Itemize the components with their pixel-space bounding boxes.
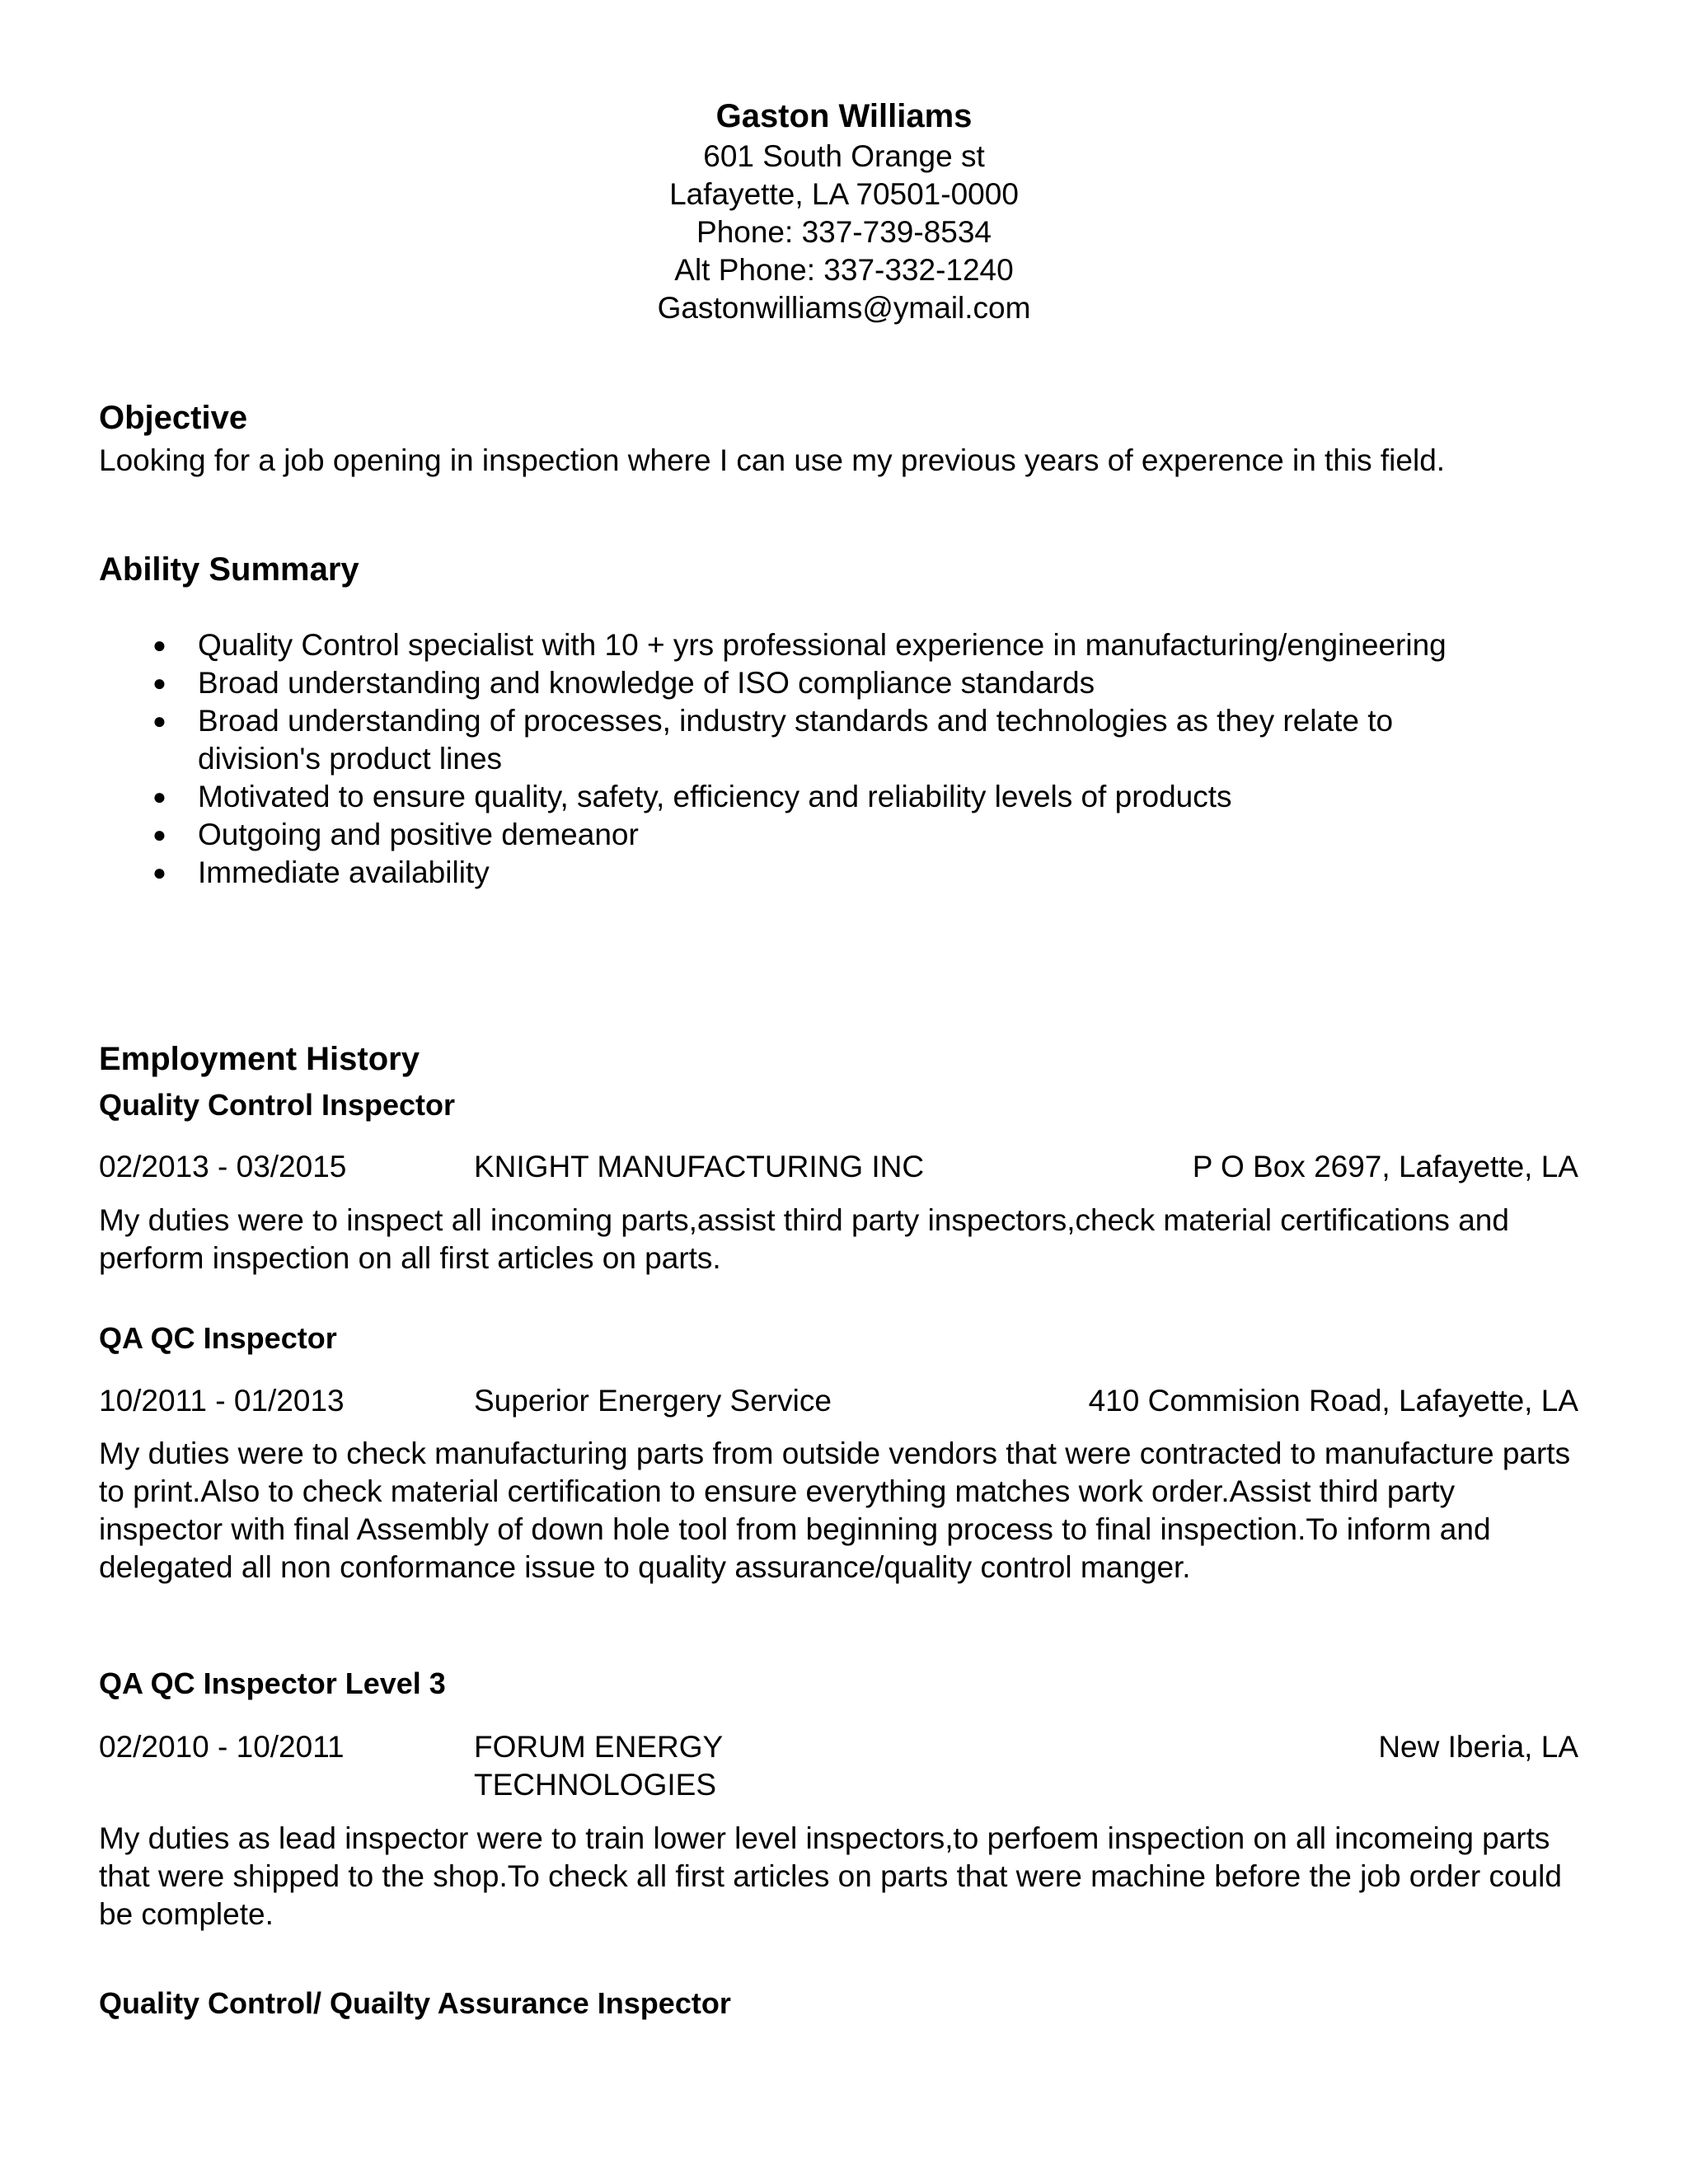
list-item-text: Immediate availability — [198, 855, 490, 889]
list-item-text: Outgoing and positive demeanor — [198, 818, 639, 851]
list-item — [99, 702, 1582, 778]
job-dates: 02/2013 - 03/2015 — [99, 1150, 347, 1183]
job-location: 410 Commision Road, Lafayette, LA — [1088, 1384, 1578, 1418]
job-location: P O Box 2697, Lafayette, LA — [1192, 1150, 1578, 1183]
list-item-text: Broad understanding and knowledge of ISO compliance standards — [198, 666, 1095, 700]
address-line-2: Lafayette, LA 70501-0000 — [669, 177, 1019, 211]
job-location: New Iberia, LA — [1378, 1730, 1578, 1764]
job-description: My duties were to check manufacturing parts from outside vendors that were contracted to manufacture parts to print.Also to check material certification to ensure everything matches work order.Assist third party inspector with final Assembly of down hole tool from beginning process to final inspection.To inform and delegated all non conformance issue to quality assurance/quality control manger. — [99, 1436, 1571, 1584]
job-description: My duties as lead inspector were to train lower level inspectors,to perfoem inspection on all incomeing parts that were shipped to the shop.To check all first articles on parts that were machine before the job order could be complete. — [99, 1821, 1562, 1931]
job-dates: 02/2010 - 10/2011 — [99, 1730, 345, 1764]
email: Gastonwilliams@ymail.com — [657, 291, 1031, 325]
address-line-1: 601 South Orange st — [703, 139, 985, 173]
objective-heading: Objective — [99, 400, 248, 436]
list-item-text: Broad understanding of processes, industry standards and technologies as they relate to division's product lines — [198, 704, 1394, 776]
list-item — [99, 854, 1582, 892]
job-dates: 10/2011 - 01/2013 — [99, 1384, 345, 1418]
list-item — [99, 778, 1582, 816]
bullet-icon: ● — [152, 822, 166, 847]
list-item — [99, 816, 1582, 854]
bullet-icon: ● — [152, 632, 166, 658]
job-title: QA QC Inspector — [99, 1321, 337, 1355]
objective-text: Looking for a job opening in inspection where I can use my previous years of experence in this field. — [99, 443, 1446, 477]
alt-phone: Alt Phone: 337-332-1240 — [674, 253, 1014, 287]
list-item — [99, 626, 1582, 664]
job-company: KNIGHT MANUFACTURING INC — [474, 1150, 925, 1183]
job-title: QA QC Inspector Level 3 — [99, 1666, 446, 1700]
list-item-text: Motivated to ensure quality, safety, efficiency and reliability levels of products — [198, 780, 1232, 813]
candidate-name: Gaston Williams — [715, 98, 973, 134]
job-title: Quality Control/ Quailty Assurance Inspector — [99, 1986, 731, 2020]
bullet-icon: ● — [152, 860, 166, 885]
resume-header — [0, 95, 1688, 327]
bullet-icon: ● — [152, 708, 166, 733]
phone: Phone: 337-739-8534 — [696, 215, 992, 249]
list-item — [99, 664, 1582, 702]
job-title: Quality Control Inspector — [99, 1088, 456, 1122]
bullet-icon: ● — [152, 670, 166, 696]
job-company: FORUM ENERGY TECHNOLOGIES — [474, 1730, 723, 1802]
ability-summary-heading: Ability Summary — [99, 551, 359, 588]
bullet-icon: ● — [152, 784, 166, 809]
job-description: My duties were to inspect all incoming parts,assist third party inspectors,check material certifications and perform inspection on all first articles on parts. — [99, 1203, 1509, 1275]
ability-summary-list — [99, 626, 1582, 892]
job-company: Superior Energery Service — [474, 1384, 832, 1418]
employment-history-heading: Employment History — [99, 1041, 420, 1077]
list-item-text: Quality Control specialist with 10 + yrs professional experience in manufacturing/engineering — [198, 628, 1447, 662]
